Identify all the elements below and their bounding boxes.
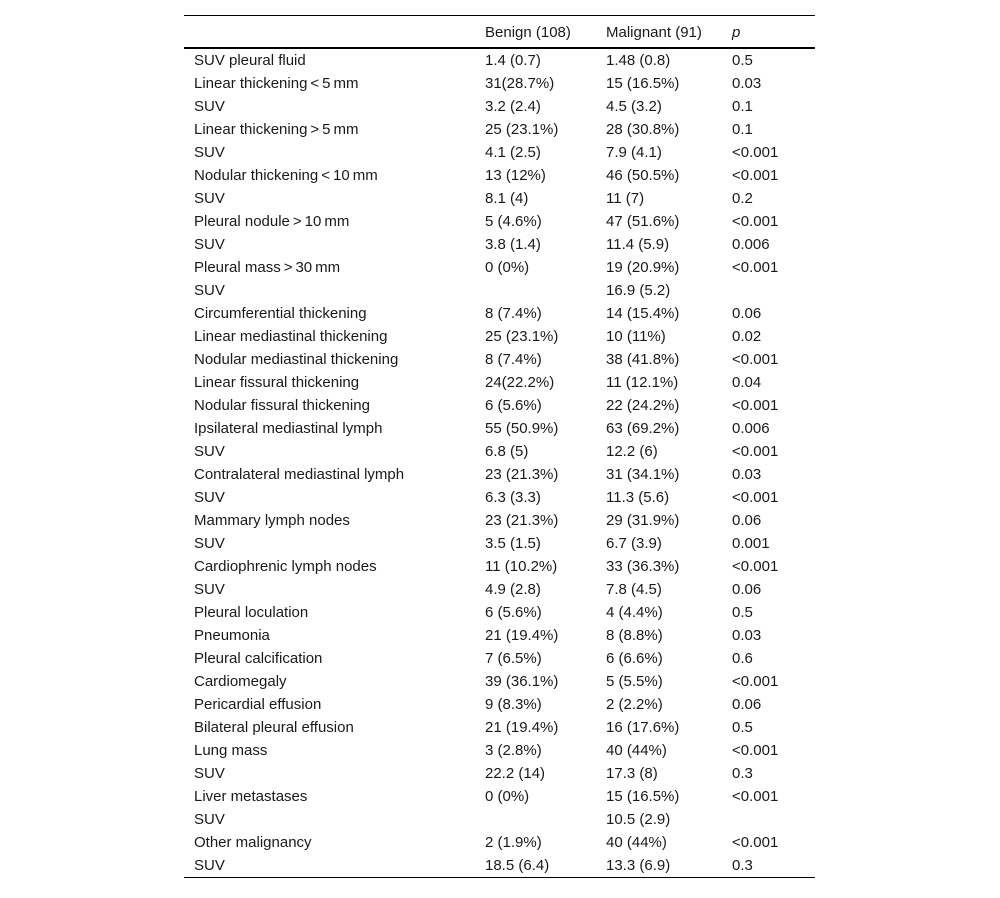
- cell-variable: Ipsilateral mediastinal lymph: [194, 419, 383, 437]
- cell-p-value: <0.001: [732, 833, 779, 851]
- table-row: [184, 624, 815, 647]
- cell-p-value: <0.001: [732, 557, 779, 575]
- header-variable: [184, 16, 485, 48]
- table-row: [184, 486, 815, 509]
- cell-malignant: 6 (6.6%): [606, 649, 663, 667]
- cell-variable: SUV: [194, 235, 225, 253]
- cell-p-value: 0.5: [732, 603, 753, 621]
- cell-variable: Pleural mass > 30 mm: [194, 258, 341, 276]
- results-table-container: [184, 15, 815, 878]
- cell-benign: [485, 808, 606, 831]
- cell-p-value: 0.06: [732, 695, 762, 713]
- cell-benign: 5 (4.6%): [485, 212, 542, 230]
- cell-malignant: 10.5 (2.9): [606, 810, 671, 828]
- cell-p-value: <0.001: [732, 672, 779, 690]
- cell-p-value: <0.001: [732, 143, 779, 161]
- cell-p-value: <0.001: [732, 350, 779, 368]
- cell-malignant: 7.9 (4.1): [606, 143, 662, 161]
- cell-p-value: 0.06: [732, 511, 762, 529]
- cell-malignant: 5 (5.5%): [606, 672, 663, 690]
- cell-benign: 39 (36.1%): [485, 672, 559, 690]
- table-row: [184, 164, 815, 187]
- cell-variable: Linear mediastinal thickening: [194, 327, 388, 345]
- cell-variable: Cardiomegaly: [194, 672, 287, 690]
- table-row: [184, 141, 815, 164]
- results-table: [184, 15, 815, 878]
- cell-variable: SUV pleural fluid: [194, 51, 306, 69]
- table-row: [184, 348, 815, 371]
- cell-benign: 55 (50.9%): [485, 419, 559, 437]
- cell-p-value: <0.001: [732, 442, 779, 460]
- cell-p-value: 0.06: [732, 580, 762, 598]
- cell-benign: 31(28.7%): [485, 74, 555, 92]
- cell-malignant: 15 (16.5%): [606, 74, 680, 92]
- cell-benign: 24(22.2%): [485, 373, 555, 391]
- cell-variable: Pleural calcification: [194, 649, 323, 667]
- cell-malignant: 13.3 (6.9): [606, 854, 732, 878]
- table-row: [184, 532, 815, 555]
- table-row: [184, 95, 815, 118]
- cell-p-value: <0.001: [732, 166, 779, 184]
- header-p-value: p: [732, 16, 815, 48]
- table-row: [184, 463, 815, 486]
- cell-malignant: 10 (11%): [606, 327, 666, 345]
- cell-benign: 22.2 (14): [485, 764, 546, 782]
- table-row: [184, 854, 815, 878]
- table-row: [184, 440, 815, 463]
- table-row: [184, 118, 815, 141]
- cell-benign: 3.2 (2.4): [485, 97, 541, 115]
- table-row: [184, 693, 815, 716]
- table-row: [184, 279, 815, 302]
- cell-benign: 3 (2.8%): [485, 741, 542, 759]
- cell-variable: Pericardial effusion: [194, 695, 322, 713]
- cell-benign: 25 (23.1%): [485, 120, 559, 138]
- cell-p-value: 0.3: [732, 764, 753, 782]
- cell-malignant: 11.4 (5.9): [606, 235, 670, 253]
- cell-malignant: 11 (12.1%): [606, 373, 679, 391]
- table-row: [184, 48, 815, 72]
- cell-benign: 6.3 (3.3): [485, 488, 541, 506]
- table-row: [184, 371, 815, 394]
- cell-variable: SUV: [184, 854, 485, 878]
- table-row: [184, 256, 815, 279]
- cell-benign: 3.8 (1.4): [485, 235, 541, 253]
- cell-p-value: 0.006: [732, 419, 770, 437]
- cell-malignant: 1.48 (0.8): [606, 51, 671, 69]
- cell-p-value: 0.02: [732, 327, 762, 345]
- cell-malignant: 17.3 (8): [606, 764, 658, 782]
- cell-benign: 0 (0%): [485, 787, 530, 805]
- table-row: [184, 808, 815, 831]
- cell-variable: Other malignancy: [194, 833, 312, 851]
- cell-benign: [485, 279, 606, 302]
- cell-benign: 23 (21.3%): [485, 511, 559, 529]
- cell-p-value: 0.1: [732, 97, 753, 115]
- cell-p-value: 0.06: [732, 304, 762, 322]
- cell-p-value: <0.001: [732, 741, 779, 759]
- cell-variable: Pleural nodule > 10 mm: [194, 212, 350, 230]
- cell-benign: 25 (23.1%): [485, 327, 559, 345]
- cell-benign: 21 (19.4%): [485, 718, 559, 736]
- cell-malignant: 4.5 (3.2): [606, 97, 662, 115]
- table-row: [184, 831, 815, 854]
- cell-p-value: 0.03: [732, 626, 762, 644]
- table-row: [184, 210, 815, 233]
- cell-benign: 4.9 (2.8): [485, 580, 541, 598]
- header-benign: Benign (108): [485, 16, 606, 48]
- cell-variable: SUV: [194, 534, 225, 552]
- cell-p-value: 0.1: [732, 120, 753, 138]
- cell-variable: Linear fissural thickening: [194, 373, 360, 391]
- cell-p-value: 0.3: [732, 854, 815, 878]
- cell-variable: SUV: [194, 488, 225, 506]
- cell-benign: 4.1 (2.5): [485, 143, 541, 161]
- cell-malignant: 6.7 (3.9): [606, 534, 662, 552]
- cell-benign: 23 (21.3%): [485, 465, 559, 483]
- cell-variable: SUV: [194, 97, 225, 115]
- cell-variable: Nodular fissural thickening: [194, 396, 370, 414]
- cell-p-value: [732, 279, 815, 302]
- table-row: [184, 716, 815, 739]
- cell-malignant: 33 (36.3%): [606, 557, 680, 575]
- cell-malignant: 16 (17.6%): [606, 718, 680, 736]
- cell-malignant: 8 (8.8%): [606, 626, 663, 644]
- cell-variable: Bilateral pleural effusion: [194, 718, 354, 736]
- cell-variable: Cardiophrenic lymph nodes: [194, 557, 377, 575]
- cell-variable: SUV: [194, 810, 225, 828]
- cell-malignant: 15 (16.5%): [606, 787, 680, 805]
- cell-p-value: 0.03: [732, 465, 762, 483]
- cell-benign: 8.1 (4): [485, 189, 529, 207]
- cell-variable: SUV: [194, 281, 225, 299]
- cell-malignant: 12.2 (6): [606, 442, 658, 460]
- cell-benign: 8 (7.4%): [485, 350, 542, 368]
- table-row: [184, 72, 815, 95]
- cell-malignant: 2 (2.2%): [606, 695, 663, 713]
- cell-p-value: <0.001: [732, 212, 779, 230]
- cell-benign: 13 (12%): [485, 166, 546, 184]
- table-row: [184, 647, 815, 670]
- cell-benign: 6 (5.6%): [485, 603, 542, 621]
- table-body: [184, 48, 815, 878]
- cell-variable: Nodular mediastinal thickening: [194, 350, 399, 368]
- cell-variable: SUV: [194, 764, 225, 782]
- cell-malignant: 46 (50.5%): [606, 166, 680, 184]
- cell-malignant: 40 (44%): [606, 833, 667, 851]
- cell-benign: 21 (19.4%): [485, 626, 559, 644]
- cell-malignant: 14 (15.4%): [606, 304, 680, 322]
- cell-variable: Mammary lymph nodes: [194, 511, 350, 529]
- cell-p-value: <0.001: [732, 258, 779, 276]
- table-row: [184, 578, 815, 601]
- cell-malignant: 28 (30.8%): [606, 120, 680, 138]
- table-row: [184, 762, 815, 785]
- cell-variable: Linear thickening > 5 mm: [194, 120, 359, 138]
- cell-malignant: 11.3 (5.6): [606, 488, 670, 506]
- cell-variable: SUV: [194, 442, 225, 460]
- cell-malignant: 16.9 (5.2): [606, 281, 671, 299]
- cell-p-value: 0.6: [732, 649, 753, 667]
- cell-malignant: 63 (69.2%): [606, 419, 680, 437]
- cell-p-value: 0.2: [732, 189, 753, 207]
- cell-variable: Linear thickening < 5 mm: [194, 74, 359, 92]
- table-row: [184, 601, 815, 624]
- cell-variable: Nodular thickening < 10 mm: [194, 166, 378, 184]
- cell-benign: 0 (0%): [485, 258, 530, 276]
- table-row: [184, 302, 815, 325]
- cell-benign: 3.5 (1.5): [485, 534, 541, 552]
- cell-malignant: 7.8 (4.5): [606, 580, 662, 598]
- cell-variable: Lung mass: [194, 741, 268, 759]
- table-header-row: [184, 16, 815, 48]
- cell-p-value: <0.001: [732, 488, 779, 506]
- cell-p-value: 0.006: [732, 235, 770, 253]
- cell-p-value: <0.001: [732, 787, 779, 805]
- cell-benign: 2 (1.9%): [485, 833, 542, 851]
- cell-p-value: 0.04: [732, 373, 762, 391]
- cell-benign: 7 (6.5%): [485, 649, 542, 667]
- cell-benign: 6.8 (5): [485, 442, 529, 460]
- cell-variable: Circumferential thickening: [194, 304, 367, 322]
- cell-variable: Pleural loculation: [194, 603, 309, 621]
- cell-benign: 6 (5.6%): [485, 396, 542, 414]
- table-row: [184, 187, 815, 210]
- table-row: [184, 233, 815, 256]
- cell-p-value: <0.001: [732, 396, 779, 414]
- table-row: [184, 670, 815, 693]
- table-row: [184, 325, 815, 348]
- cell-variable: SUV: [194, 143, 225, 161]
- cell-malignant: 31 (34.1%): [606, 465, 680, 483]
- cell-benign: 11 (10.2%): [485, 557, 558, 575]
- cell-p-value: 0.5: [732, 718, 753, 736]
- table-row: [184, 394, 815, 417]
- table-row: [184, 785, 815, 808]
- cell-malignant: 40 (44%): [606, 741, 667, 759]
- table-row: [184, 417, 815, 440]
- cell-malignant: 4 (4.4%): [606, 603, 663, 621]
- cell-p-value: [732, 808, 815, 831]
- table-row: [184, 739, 815, 762]
- cell-malignant: 11 (7): [606, 189, 645, 207]
- cell-p-value: 0.03: [732, 74, 762, 92]
- cell-malignant: 38 (41.8%): [606, 350, 680, 368]
- table-row: [184, 509, 815, 532]
- cell-p-value: 0.5: [732, 51, 753, 69]
- cell-p-value: 0.001: [732, 534, 770, 552]
- cell-malignant: 22 (24.2%): [606, 396, 680, 414]
- header-malignant: Malignant (91): [606, 16, 732, 48]
- cell-malignant: 47 (51.6%): [606, 212, 680, 230]
- cell-variable: Liver metastases: [194, 787, 308, 805]
- table-row: [184, 555, 815, 578]
- cell-variable: Contralateral mediastinal lymph: [194, 465, 405, 483]
- cell-benign: 18.5 (6.4): [485, 854, 606, 878]
- cell-variable: SUV: [194, 580, 225, 598]
- cell-malignant: 19 (20.9%): [606, 258, 680, 276]
- cell-variable: Pneumonia: [194, 626, 270, 644]
- cell-malignant: 29 (31.9%): [606, 511, 680, 529]
- cell-benign: 9 (8.3%): [485, 695, 542, 713]
- cell-benign: 1.4 (0.7): [485, 51, 541, 69]
- cell-variable: SUV: [194, 189, 225, 207]
- cell-benign: 8 (7.4%): [485, 304, 542, 322]
